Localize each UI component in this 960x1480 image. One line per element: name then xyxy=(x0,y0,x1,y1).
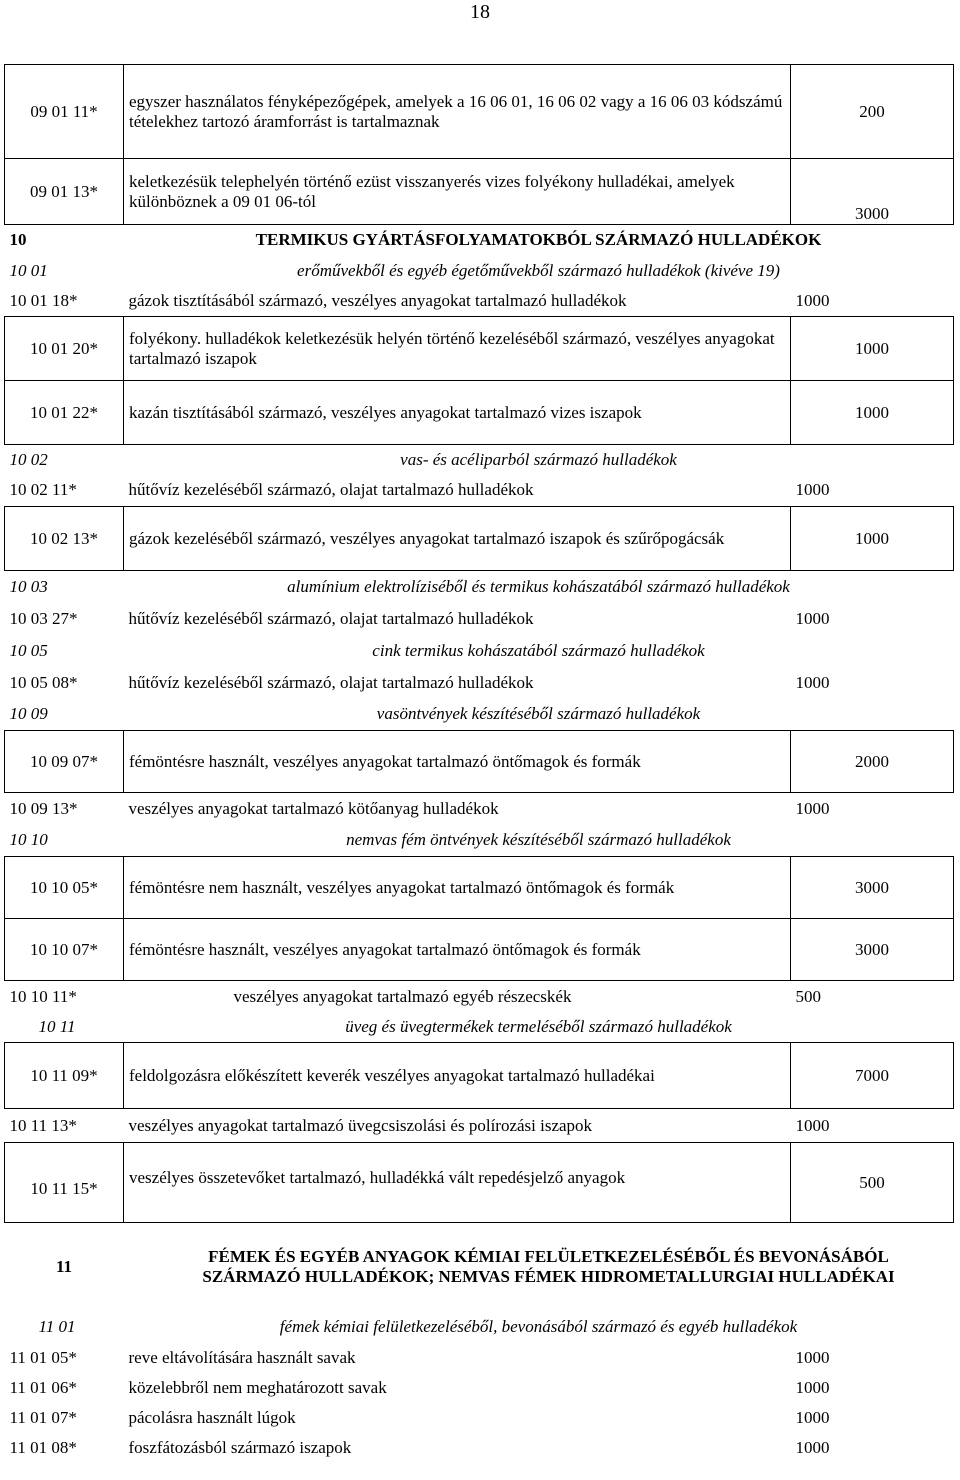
table-row xyxy=(5,667,954,699)
waste-amount: 500 xyxy=(791,1143,954,1223)
table-row xyxy=(5,857,954,919)
table-row xyxy=(5,1109,954,1143)
table-row xyxy=(5,507,954,571)
waste-code: 10 02 13* xyxy=(5,507,124,571)
waste-amount: 3000 xyxy=(791,919,954,981)
subsection-code: 10 03 xyxy=(9,576,48,596)
waste-amount: 1000 xyxy=(795,1407,830,1427)
table-row xyxy=(5,65,954,159)
waste-description: fémöntésre nem használt, veszélyes anyagokat tartalmazó öntőmagok és formák xyxy=(124,857,791,919)
table-row xyxy=(5,1433,954,1463)
subsection-title: üveg és üvegtermékek termeléséből származó hulladékok xyxy=(345,1017,732,1037)
waste-table xyxy=(4,64,954,1463)
waste-description: hűtővíz kezeléséből származó, olajat tartalmazó hulladékok xyxy=(128,480,534,500)
waste-description: fémöntésre használt, veszélyes anyagokat tartalmazó öntőmagok és formák xyxy=(124,919,791,981)
waste-description: veszélyes anyagokat tartalmazó kötőanyag hulladékok xyxy=(128,798,499,818)
waste-description: veszélyes összetevőket tartalmazó, hulladékká vált repedésjelző anyagok xyxy=(124,1143,791,1223)
waste-code: 11 01 05* xyxy=(9,1347,77,1367)
waste-amount: 1000 xyxy=(795,608,830,628)
waste-amount: 1000 xyxy=(791,317,954,381)
section-row xyxy=(5,225,954,255)
subsection-row xyxy=(5,571,954,603)
table-row xyxy=(5,317,954,381)
waste-code: 10 01 18* xyxy=(9,291,78,311)
table-row xyxy=(5,1403,954,1433)
table-row xyxy=(5,731,954,793)
waste-description: feldolgozásra előkészített keverék veszélyes anyagokat tartalmazó hulladékai xyxy=(124,1043,791,1109)
subsection-row xyxy=(5,1311,954,1343)
waste-description: hűtővíz kezeléséből származó, olajat tartalmazó hulladékok xyxy=(128,672,534,692)
subsection-title: vasöntvények készítéséből származó hulladékok xyxy=(376,704,701,724)
table-row xyxy=(5,603,954,635)
subsection-code: 10 02 xyxy=(9,449,48,469)
section-row xyxy=(5,1223,954,1311)
waste-code: 09 01 11* xyxy=(5,65,124,159)
subsection-code: 10 05 xyxy=(9,640,48,660)
waste-code: 10 02 11* xyxy=(9,480,77,500)
table-row xyxy=(5,1373,954,1403)
table-row xyxy=(5,1043,954,1109)
table-row xyxy=(5,1143,954,1223)
waste-amount: 3000 xyxy=(791,159,954,225)
waste-code: 11 01 07* xyxy=(9,1407,77,1427)
waste-code: 10 01 20* xyxy=(5,317,124,381)
waste-description: fémöntésre használt, veszélyes anyagokat tartalmazó öntőmagok és formák xyxy=(124,731,791,793)
subsection-title: vas- és acéliparból származó hulladékok xyxy=(400,449,677,469)
waste-code: 10 11 13* xyxy=(9,1115,77,1135)
table-row xyxy=(5,381,954,445)
waste-code: 10 09 13* xyxy=(9,798,78,818)
waste-amount: 1000 xyxy=(795,1437,830,1457)
waste-code: 10 11 09* xyxy=(5,1043,124,1109)
waste-amount: 1000 xyxy=(795,1115,830,1135)
subsection-code: 10 09 xyxy=(9,704,48,724)
subsection-row xyxy=(5,255,954,287)
waste-description: reve eltávolítására használt savak xyxy=(128,1347,356,1367)
waste-code: 10 11 15* xyxy=(5,1143,124,1223)
table-row xyxy=(5,981,954,1013)
waste-description: közelebbről nem meghatározott savak xyxy=(128,1377,387,1397)
waste-description: egyszer használatos fényképezőgépek, amelyek a 16 06 01, 16 06 02 vagy a 16 06 03 kódszámú tételekhez tartozó áramforrást is tartalmaznak xyxy=(124,65,791,159)
waste-code: 10 10 07* xyxy=(5,919,124,981)
subsection-title: cink termikus kohászatából származó hulladékok xyxy=(372,640,705,660)
waste-amount: 1000 xyxy=(795,291,830,311)
waste-code: 10 10 11* xyxy=(9,986,77,1006)
waste-description: folyékony. hulladékok keletkezésük helyén történő kezeléséből származó, veszélyes anyagokat tartalmazó iszapok xyxy=(124,317,791,381)
waste-amount: 1000 xyxy=(795,1347,830,1367)
waste-description: hűtővíz kezeléséből származó, olajat tartalmazó hulladékok xyxy=(128,608,534,628)
waste-amount: 1000 xyxy=(795,672,830,692)
waste-description: gázok tisztításából származó, veszélyes anyagokat tartalmazó hulladékok xyxy=(128,291,627,311)
subsection-code: 10 10 xyxy=(9,830,48,850)
subsection-row xyxy=(5,699,954,731)
waste-code: 10 09 07* xyxy=(5,731,124,793)
waste-amount: 1000 xyxy=(791,381,954,445)
waste-code: 11 01 06* xyxy=(9,1377,77,1397)
table-row xyxy=(5,1343,954,1373)
waste-amount: 7000 xyxy=(791,1043,954,1109)
waste-amount: 200 xyxy=(791,65,954,159)
subsection-title: alumínium elektrolíziséből és termikus kohászatából származó hulladékok xyxy=(287,576,790,596)
table-row xyxy=(5,793,954,825)
waste-code: 10 01 22* xyxy=(5,381,124,445)
waste-amount: 2000 xyxy=(791,731,954,793)
waste-amount: 1000 xyxy=(795,480,830,500)
table-row xyxy=(5,475,954,507)
waste-description: veszélyes anyagokat tartalmazó üvegcsiszolási és polírozási iszapok xyxy=(128,1115,593,1135)
waste-code: 10 10 05* xyxy=(5,857,124,919)
subsection-row xyxy=(5,445,954,475)
waste-amount: 1000 xyxy=(791,507,954,571)
subsection-code: 11 01 xyxy=(38,1316,76,1336)
waste-description: gázok kezeléséből származó, veszélyes anyagokat tartalmazó iszapok és szűrőpogácsák xyxy=(124,507,791,571)
waste-amount: 500 xyxy=(795,986,821,1006)
section-title: FÉMEK ÉS EGYÉB ANYAGOK KÉMIAI FELÜLETKEZELÉSÉBŐL ÉS BEVONÁSÁBÓL SZÁRMAZÓ HULLADÉKOK; NEMVAS FÉMEK HIDROMETALLURGIAI HULLADÉKAI xyxy=(202,1246,895,1286)
waste-description: veszélyes anyagokat tartalmazó egyéb részecskék xyxy=(233,986,572,1006)
table-row xyxy=(5,919,954,981)
waste-amount: 3000 xyxy=(791,857,954,919)
section-code: 11 xyxy=(55,1256,73,1276)
subsection-title: nemvas fém öntvények készítéséből származó hulladékok xyxy=(346,830,731,850)
waste-description: kazán tisztításából származó, veszélyes anyagokat tartalmazó vizes iszapok xyxy=(124,381,791,445)
subsection-code: 10 01 xyxy=(9,260,48,280)
waste-code: 10 03 27* xyxy=(9,608,78,628)
section-code: 10 xyxy=(9,229,27,249)
waste-amount: 1000 xyxy=(795,798,830,818)
subsection-title: fémek kémiai felületkezeléséből, bevonásából származó és egyéb hulladékok xyxy=(279,1316,798,1336)
table-row xyxy=(5,287,954,317)
subsection-row xyxy=(5,1013,954,1043)
subsection-row xyxy=(5,825,954,857)
waste-code: 09 01 13* xyxy=(5,159,124,225)
waste-description: pácolásra használt lúgok xyxy=(128,1407,296,1427)
table-row xyxy=(5,159,954,225)
subsection-code: 10 11 xyxy=(38,1017,76,1037)
section-title: TERMIKUS GYÁRTÁSFOLYAMATOKBÓL SZÁRMAZÓ HULLADÉKOK xyxy=(255,229,822,249)
subsection-title: erőművekből és egyéb égetőművekből származó hulladékok (kivéve 19) xyxy=(297,260,780,280)
waste-code: 10 05 08* xyxy=(9,672,78,692)
waste-code: 11 01 08* xyxy=(9,1437,77,1457)
subsection-row xyxy=(5,635,954,667)
waste-description: foszfátozásból származó iszapok xyxy=(128,1437,352,1457)
waste-amount: 1000 xyxy=(795,1377,830,1397)
waste-description: keletkezésük telephelyén történő ezüst visszanyerés vizes folyékony hulladékai, amelyek különböznek a 09 01 06-tól xyxy=(124,159,791,225)
page-number: 18 xyxy=(470,1,490,23)
